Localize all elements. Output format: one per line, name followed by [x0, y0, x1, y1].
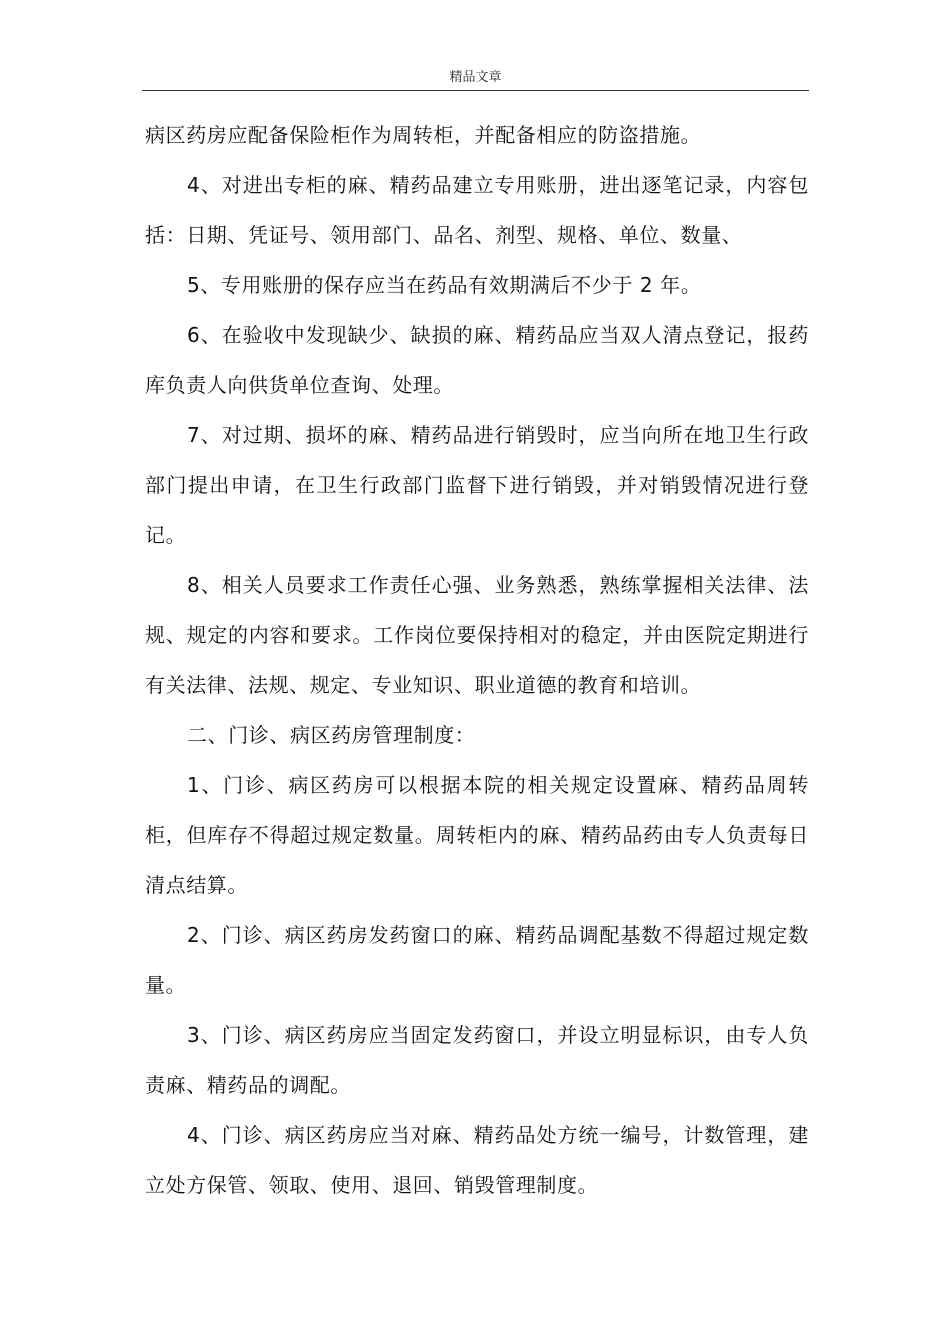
paragraph-5: 7、对过期、损坏的麻、精药品进行销毁时，应当向所在地卫生行政部门提出申请，在卫生行政部门监督下进行销毁，并对销毁情况进行登记。: [145, 423, 809, 547]
paragraph-1: 病区药房应配备保险柜作为周转柜，并配备相应的防盗措施。: [145, 123, 702, 147]
paragraph-2: 4、对进出专柜的麻、精药品建立专用账册，进出逐笔记录，内容包括：日期、凭证号、领用部门、品名、剂型、规格、单位、数量、: [145, 173, 809, 247]
document-body: [145, 110, 809, 1210]
paragraph-7: 1、门诊、病区药房可以根据本院的相关规定设置麻、精药品周转柜，但库存不得超过规定数量。周转柜内的麻、精药品药由专人负责每日清点结算。: [145, 773, 809, 897]
paragraph-10: 4、门诊、病区药房应当对麻、精药品处方统一编号，计数管理，建立处方保管、领取、使用、退回、销毁管理制度。: [145, 1123, 809, 1197]
paragraph-3: 5、专用账册的保存应当在药品有效期满后不少于 2 年。: [187, 273, 702, 297]
paragraph-6: 8、相关人员要求工作责任心强、业务熟悉，熟练掌握相关法律、法规、规定的内容和要求。工作岗位要保持相对的稳定，并由医院定期进行有关法律、法规、规定、专业知识、职业道德的教育和培训。: [145, 573, 809, 697]
header-title: 精品文章: [449, 70, 502, 85]
paragraph-4: 6、在验收中发现缺少、缺损的麻、精药品应当双人清点登记，报药库负责人向供货单位查询、处理。: [145, 323, 809, 397]
section-heading: 二、门诊、病区药房管理制度：: [187, 723, 476, 747]
paragraph-8: 2、门诊、病区药房发药窗口的麻、精药品调配基数不得超过规定数量。: [145, 923, 809, 997]
page-header: [142, 66, 809, 91]
paragraph-9: 3、门诊、病区药房应当固定发药窗口，并设立明显标识，由专人负责麻、精药品的调配。: [145, 1023, 809, 1097]
